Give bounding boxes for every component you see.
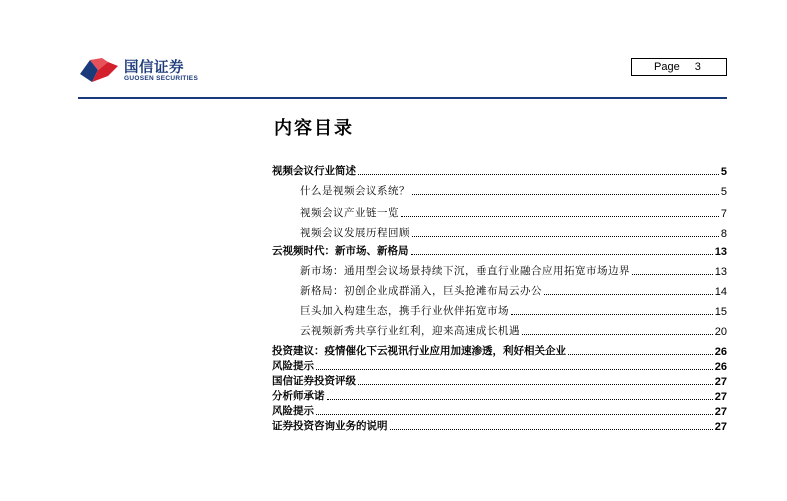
toc-dot-leader [632,274,713,275]
toc-page-number: 20 [714,326,727,338]
logo-chinese-text: 国信证券 [124,60,184,76]
toc-chapter-row[interactable] [272,405,727,418]
toc-section-row[interactable] [272,185,727,198]
toc-entry-label: 新格局：初创企业成群涌入，巨头抢滩布局云办公 [300,285,542,297]
toc-chapter-row[interactable] [272,245,727,258]
page-number-box [631,58,727,76]
toc-chapter-row[interactable] [272,165,727,178]
toc-dot-leader [316,369,713,370]
toc-entry-label: 视频会议产业链一览 [300,207,399,219]
toc-page-number: 7 [720,208,727,220]
toc-section-row[interactable] [272,325,727,338]
toc-page-number: 8 [720,228,727,240]
toc-page-number: 15 [714,306,727,318]
toc-entry-label: 云视频新秀共享行业红利，迎来高速成长机遇 [300,325,520,337]
toc-title: 内容目录 [274,118,354,139]
page-number: 3 [694,61,701,73]
toc-entry-label: 风险提示 [272,405,314,417]
toc-dot-leader [568,354,713,355]
toc-page-number: 27 [714,391,727,403]
toc-entry-label: 国信证券投资评级 [272,375,356,387]
toc-entry-label: 新市场：通用型会议场景持续下沉，垂直行业融合应用拓宽市场边界 [300,265,630,277]
toc-entry-label: 视频会议发展历程回顾 [300,227,410,239]
toc-entry-label: 什么是视频会议系统？ [300,185,410,197]
toc-section-row[interactable] [272,305,727,318]
toc-chapter-row[interactable] [272,360,727,373]
toc-section-row[interactable] [272,265,727,278]
page-label: Page [654,61,680,73]
toc-section-row[interactable] [272,285,727,298]
toc-page-number: 5 [720,166,727,178]
toc-dot-leader [401,216,719,217]
page-header [0,0,787,100]
table-of-contents [272,165,727,433]
toc-page-number: 27 [714,376,727,388]
toc-entry-label: 风险提示 [272,360,314,372]
toc-entry-label: 巨头加入构建生态，携手行业伙伴拓宽市场 [300,305,509,317]
toc-chapter-row[interactable] [272,375,727,388]
toc-dot-leader [412,194,719,195]
toc-chapter-row[interactable] [272,420,727,433]
toc-page-number: 5 [720,186,727,198]
toc-dot-leader [412,236,719,237]
toc-entry-label: 云视频时代：新市场、新格局 [272,245,409,257]
toc-page-number: 13 [714,246,727,258]
toc-page-number: 13 [714,266,727,278]
toc-chapter-row[interactable] [272,345,727,358]
toc-page-number: 27 [714,406,727,418]
toc-page-number: 27 [714,421,727,433]
header-divider [78,97,727,99]
logo-english-text: GUOSEN SECURITIES [124,75,199,82]
toc-section-row[interactable] [272,227,727,240]
toc-dot-leader [358,384,713,385]
toc-dot-leader [511,314,713,315]
toc-entry-label: 分析师承诺 [272,390,325,402]
toc-chapter-row[interactable] [272,390,727,403]
toc-dot-leader [522,334,713,335]
toc-dot-leader [316,414,713,415]
toc-entry-label: 视频会议行业简述 [272,165,356,177]
toc-dot-leader [327,399,713,400]
toc-page-number: 26 [714,346,727,358]
guosen-logo-icon [78,56,120,86]
toc-section-row[interactable] [272,207,727,220]
toc-dot-leader [411,254,713,255]
toc-dot-leader [390,429,713,430]
toc-dot-leader [544,294,713,295]
guosen-logo [78,52,208,88]
toc-entry-label: 投资建议：疫情催化下云视讯行业应用加速渗透，利好相关企业 [272,345,566,357]
toc-dot-leader [358,174,719,175]
toc-page-number: 26 [714,361,727,373]
toc-page-number: 14 [714,286,727,298]
toc-entry-label: 证券投资咨询业务的说明 [272,420,388,432]
